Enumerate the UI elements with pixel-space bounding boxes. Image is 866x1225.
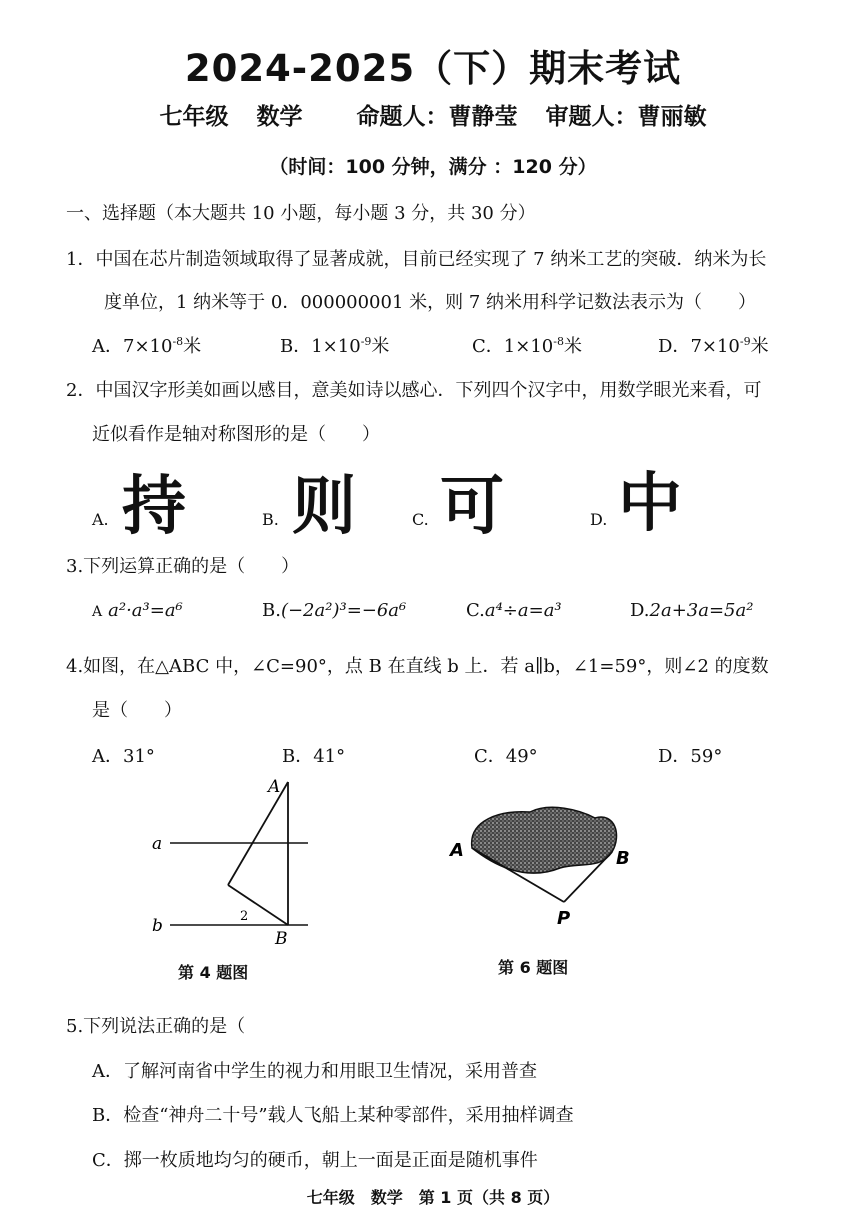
q3-stem: 3.下列运算正确的是（ ） [66, 556, 300, 577]
q5-option-c: C．掷一枚质地均匀的硬币，朝上一面是正面是随机事件 [92, 1150, 538, 1171]
q4-option-b: B．41° [282, 746, 346, 767]
subject: 数学 [256, 104, 303, 130]
q5-option-b: B．检查“神舟二十号”载人飞船上某种零部件，采用抽样调查 [92, 1105, 574, 1126]
q2-option-d-label: D. [590, 510, 608, 529]
q1-line2: 度单位，1 纳米等于 0．000000001 米，则 7 纳米用科学记数法表示为（ ） [104, 292, 757, 313]
q4-line1: 4.如图，在△ABC 中，∠C=90°，点 B 在直线 b 上．若 a∥b，∠1=59°，则∠2 的度数 [66, 656, 769, 677]
figure-6-caption: 第 6 题图 [498, 958, 569, 977]
q2-option-a-label: A. [92, 510, 109, 529]
segment-ac [228, 782, 288, 885]
q5-option-a: A．了解河南省中学生的视力和用眼卫生情况，采用普查 [92, 1061, 537, 1082]
q2-line2: 近似看作是轴对称图形的是（ ） [92, 424, 380, 445]
label-P: P [557, 908, 571, 929]
time-info: （时间：100 分钟，满分 ：120 分） [269, 156, 597, 178]
q3-option-a: A a²·a³=a⁶ [92, 600, 183, 621]
q5-stem: 5.下列说法正确的是（ [66, 1016, 246, 1037]
q4-option-c: C．49° [474, 746, 538, 767]
label-B: B [275, 929, 288, 949]
q3-option-c: C.a⁴÷a=a³ [466, 600, 562, 621]
figure-4-caption: 第 4 题图 [178, 963, 249, 982]
q1-option-a: A．$7\times 10^{-8}$米 [92, 335, 202, 357]
q2-option-b-label: B. [262, 510, 279, 529]
q2-option-d-char: 中 [618, 467, 682, 541]
q4-line2: 是（ ） [92, 700, 182, 721]
figure-4 [140, 770, 340, 950]
exam-title: 2024-2025（下）期末考试 [184, 47, 682, 90]
q2-option-c-char: 可 [440, 470, 504, 544]
q2-line1: 2．中国汉字形美如画以感目，意美如诗以感心．下列四个汉字中，用数学眼光来看，可 [66, 380, 762, 401]
q1-option-c: C．$1\times 10^{-8}$米 [472, 335, 582, 357]
q2-option-a-char: 持 [122, 470, 186, 544]
q4-option-d: D．59° [658, 746, 723, 767]
q4-option-a: A．31° [92, 746, 155, 767]
q1-line1: 1．中国在芯片制造领域取得了显著成就，目前已经实现了 7 纳米工艺的突破．纳米为长 [66, 249, 767, 270]
q3-option-d: D.2a+3a=5a² [630, 600, 754, 621]
q1-option-d: D．$7\times 10^{-9}$米 [658, 335, 769, 357]
q1-option-b: B．$1\times 10^{-9}$米 [280, 335, 390, 357]
exam-subtitle [0, 98, 866, 131]
label-a: a [152, 834, 163, 854]
q2-option-c-label: C. [412, 510, 429, 529]
q3-option-b: B.(−2a²)³=−6a⁶ [262, 600, 407, 621]
q2-option-b-char: 则 [292, 470, 356, 544]
label-A: A [450, 840, 464, 861]
author: 命题人：曹静莹 [356, 104, 518, 130]
grade: 七年级 [159, 104, 229, 130]
label-B: B [616, 848, 630, 869]
figure-6 [440, 790, 660, 940]
pond-shape [472, 807, 617, 873]
segment-cb [228, 885, 288, 925]
label-b: b [152, 916, 163, 936]
page-footer: 七年级 数学 第 1 页（共 8 页） [306, 1188, 560, 1207]
section-heading: 一、选择题（本大题共 10 小题，每小题 3 分，共 30 分） [66, 203, 536, 224]
label-angle2: 2 [240, 909, 249, 924]
label-A: A [268, 777, 281, 797]
reviewer: 审题人：曹丽敏 [545, 104, 707, 130]
